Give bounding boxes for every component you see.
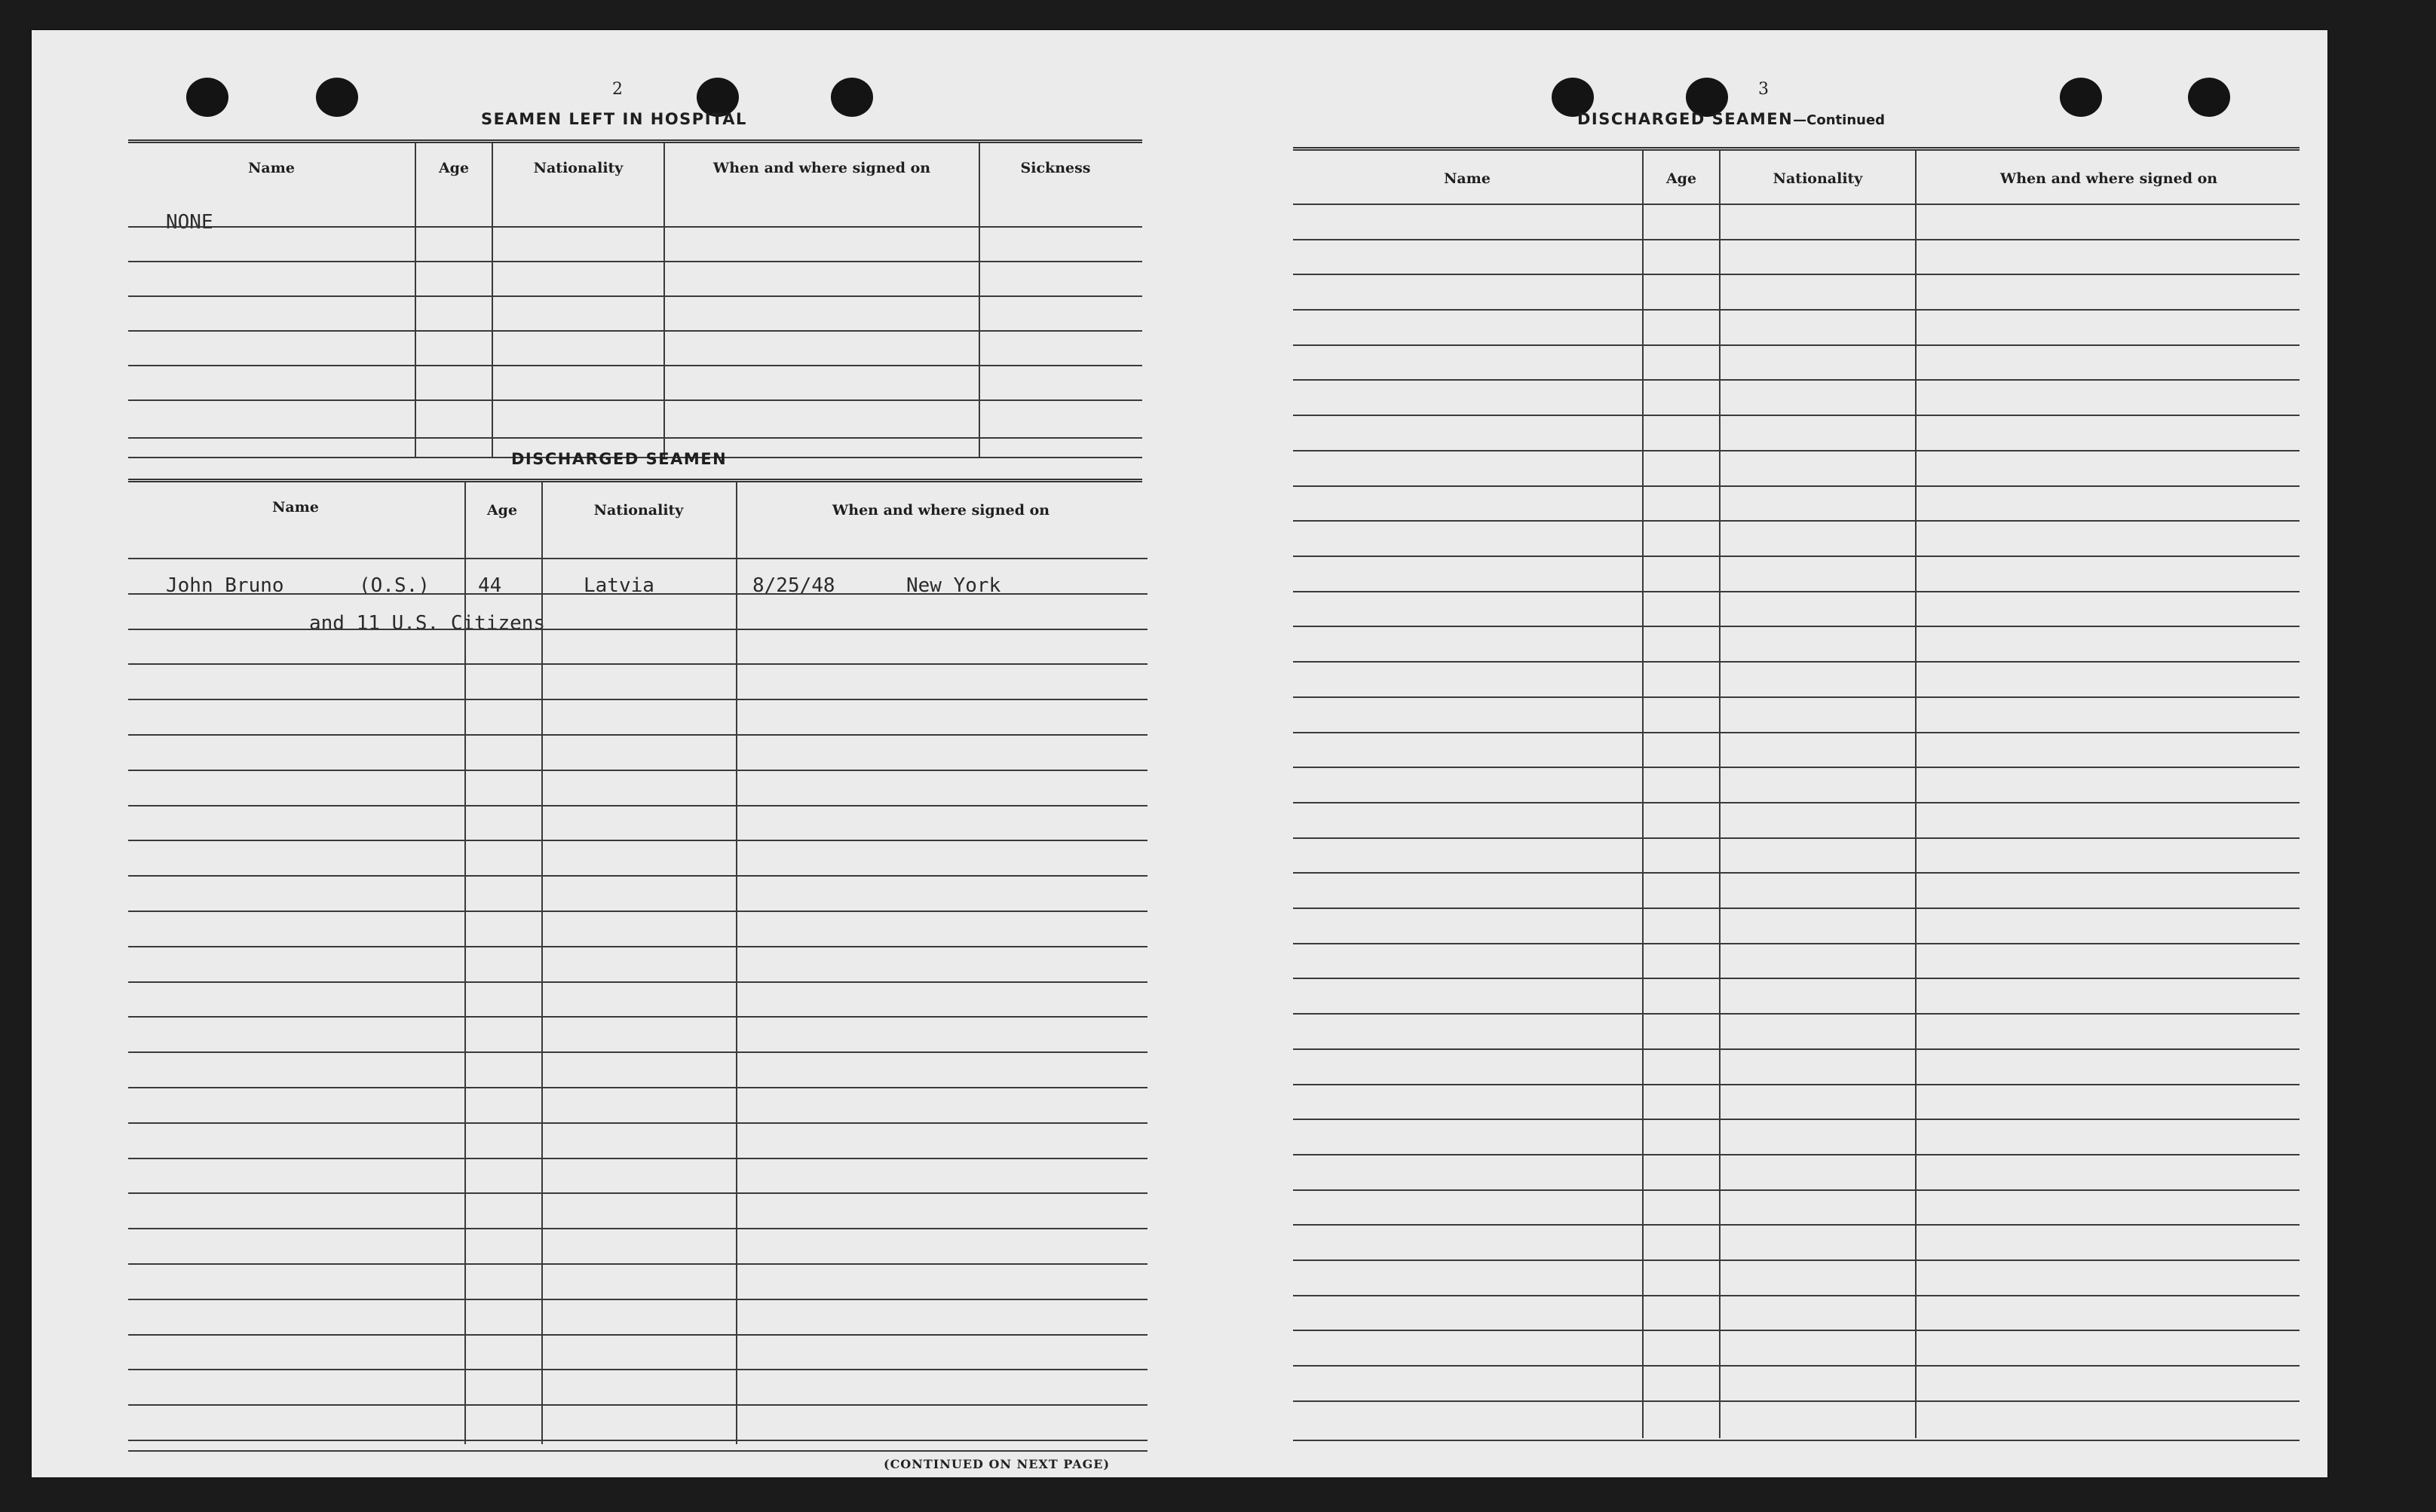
form-rule bbox=[128, 981, 1148, 983]
form-rule bbox=[1293, 520, 2300, 522]
form-rule bbox=[128, 734, 1148, 736]
form-rule bbox=[1293, 1295, 2300, 1296]
col-head-nationality: Nationality bbox=[593, 502, 684, 519]
form-rule bbox=[1293, 274, 2300, 275]
column-divider bbox=[979, 143, 980, 458]
form-rule bbox=[128, 437, 1142, 439]
column-divider bbox=[1915, 151, 1917, 1438]
column-divider bbox=[663, 143, 665, 458]
discharged-continued-title bbox=[1577, 110, 1885, 128]
form-rule bbox=[1293, 415, 2300, 416]
form-rule bbox=[128, 295, 1142, 297]
form-rule bbox=[1293, 204, 2300, 205]
form-rule bbox=[128, 1087, 1148, 1088]
form-rule bbox=[1293, 1119, 2300, 1120]
form-rule bbox=[128, 1263, 1148, 1265]
form-rule bbox=[1293, 1330, 2300, 1331]
form-rule bbox=[128, 875, 1148, 877]
seaman-nationality: Latvia bbox=[584, 574, 654, 597]
right-page bbox=[1208, 30, 2327, 1477]
form-rule bbox=[1293, 485, 2300, 487]
seaman-signed-place: New York bbox=[906, 574, 1001, 597]
form-rule bbox=[128, 1404, 1148, 1406]
form-rule bbox=[1293, 1048, 2300, 1050]
form-rule bbox=[1293, 732, 2300, 733]
form-rule bbox=[128, 840, 1148, 841]
column-divider bbox=[1719, 151, 1721, 1438]
form-rule bbox=[128, 629, 1148, 630]
seaman-name: John Bruno bbox=[166, 574, 284, 597]
column-divider bbox=[492, 143, 493, 458]
form-rule bbox=[128, 1369, 1148, 1370]
page-number: 3 bbox=[1758, 80, 1769, 99]
punch-hole bbox=[831, 78, 873, 117]
punch-hole bbox=[316, 78, 358, 117]
seaman-rating: (O.S.) bbox=[359, 574, 430, 597]
form-rule bbox=[1293, 1400, 2300, 1402]
hospital-section-title: SEAMEN LEFT IN HOSPITAL bbox=[481, 110, 747, 128]
form-rule bbox=[128, 805, 1148, 807]
form-rule bbox=[1293, 344, 2300, 346]
form-rule bbox=[1293, 978, 2300, 979]
form-rule bbox=[128, 399, 1142, 401]
discharged-table-top-rule bbox=[128, 479, 1142, 482]
seaman-age: 44 bbox=[478, 574, 502, 597]
column-divider bbox=[736, 482, 737, 1444]
col-head-age: Age bbox=[1665, 170, 1697, 187]
form-rule bbox=[128, 699, 1148, 700]
form-rule bbox=[128, 593, 1148, 595]
form-rule bbox=[128, 1299, 1148, 1300]
form-rule bbox=[128, 663, 1148, 665]
form-rule bbox=[128, 226, 1142, 228]
form-rule bbox=[1293, 1224, 2300, 1226]
title-main: DISCHARGED SEAMEN bbox=[1577, 110, 1794, 128]
title-suffix: —Continued bbox=[1793, 112, 1886, 128]
us-citizens-note: and 11 U.S. Citizens bbox=[309, 612, 546, 635]
form-rule bbox=[1293, 661, 2300, 663]
col-head-signed-on: When and where signed on bbox=[1999, 170, 2218, 187]
form-rule bbox=[1293, 1259, 2300, 1261]
form-rule bbox=[128, 261, 1142, 262]
scanned-sheet bbox=[32, 30, 2327, 1477]
form-rule bbox=[128, 770, 1148, 771]
form-rule bbox=[1293, 1440, 2300, 1441]
form-rule bbox=[1293, 450, 2300, 451]
form-rule bbox=[128, 558, 1148, 559]
form-rule bbox=[1293, 626, 2300, 627]
col-head-signed-on: When and where signed on bbox=[832, 502, 1050, 519]
punch-hole bbox=[186, 78, 228, 117]
form-rule bbox=[1293, 591, 2300, 592]
form-rule bbox=[1293, 802, 2300, 803]
form-rule bbox=[128, 1192, 1148, 1194]
col-head-sickness: Sickness bbox=[1020, 160, 1091, 176]
form-rule bbox=[128, 1016, 1148, 1018]
col-head-signed-on: When and where signed on bbox=[712, 160, 931, 176]
form-rule bbox=[1293, 1365, 2300, 1367]
col-head-age: Age bbox=[438, 160, 470, 176]
form-rule bbox=[128, 1158, 1148, 1159]
form-rule bbox=[128, 365, 1142, 366]
form-rule bbox=[1293, 239, 2300, 240]
column-divider bbox=[415, 143, 416, 458]
form-rule bbox=[1293, 1084, 2300, 1085]
punch-hole bbox=[2060, 78, 2102, 117]
form-rule bbox=[1293, 1189, 2300, 1191]
form-rule bbox=[1293, 696, 2300, 698]
form-rule bbox=[128, 911, 1148, 912]
form-rule bbox=[1293, 908, 2300, 909]
discharged-section-title: DISCHARGED SEAMEN bbox=[511, 450, 728, 468]
seaman-signed-date: 8/25/48 bbox=[752, 574, 835, 597]
col-head-age: Age bbox=[486, 502, 518, 519]
punch-hole bbox=[2188, 78, 2230, 117]
form-rule bbox=[128, 330, 1142, 332]
form-rule bbox=[1293, 872, 2300, 874]
form-rule bbox=[128, 1122, 1148, 1124]
continued-note: (CONTINUED ON NEXT PAGE) bbox=[884, 1457, 1111, 1471]
form-rule bbox=[1293, 1154, 2300, 1155]
form-rule bbox=[1293, 837, 2300, 839]
page-number: 2 bbox=[612, 80, 623, 99]
hospital-entry-none: NONE bbox=[166, 211, 213, 234]
form-rule bbox=[1293, 1013, 2300, 1015]
form-rule bbox=[1293, 556, 2300, 557]
col-head-name: Name bbox=[248, 160, 295, 176]
col-head-name: Name bbox=[272, 499, 319, 516]
hospital-table-top-rule bbox=[128, 139, 1142, 143]
column-divider bbox=[541, 482, 543, 1444]
form-rule bbox=[1293, 943, 2300, 944]
form-rule bbox=[1293, 379, 2300, 381]
form-rule bbox=[128, 1228, 1148, 1229]
right-table-top-rule bbox=[1293, 147, 2300, 151]
form-rule bbox=[1293, 767, 2300, 768]
form-rule bbox=[128, 1051, 1148, 1053]
column-divider bbox=[464, 482, 466, 1444]
column-divider bbox=[1642, 151, 1644, 1438]
col-head-name: Name bbox=[1444, 170, 1491, 187]
form-rule bbox=[128, 1440, 1148, 1441]
form-rule bbox=[1293, 309, 2300, 311]
col-head-nationality: Nationality bbox=[1773, 170, 1863, 187]
col-head-nationality: Nationality bbox=[533, 160, 624, 176]
form-rule bbox=[128, 1450, 1148, 1452]
left-page bbox=[32, 30, 1170, 1477]
form-rule bbox=[128, 946, 1148, 947]
form-rule bbox=[128, 1334, 1148, 1336]
